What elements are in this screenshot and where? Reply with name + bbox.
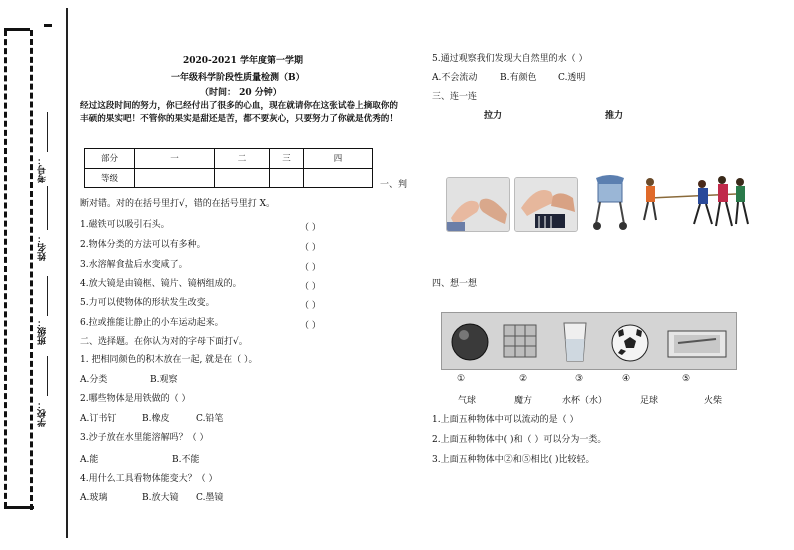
number-blank — [47, 112, 48, 152]
section4-heading: 四、想一想 — [432, 279, 478, 289]
object-name: 足球 — [640, 396, 659, 406]
answer-paren: （ ） — [300, 282, 321, 292]
object-name: 火柴 — [704, 396, 723, 406]
object-number: ② — [519, 374, 528, 384]
score-table — [84, 148, 373, 188]
choice-option: B.橡皮 — [142, 414, 170, 424]
object-number: ④ — [622, 374, 631, 384]
choice-question: 3.沙子放在水里能溶解吗？（ ） — [80, 433, 209, 443]
hands-push-photo — [514, 177, 578, 232]
think-question: 3.上面五种物体中②和⑤相比( )比较轻。 — [432, 455, 595, 465]
choice-question: 4.用什么工具看物体能变大？（ ） — [80, 474, 218, 484]
time-line: （时间： 20 分钟） — [200, 88, 282, 98]
judge-item: 1.磁铁可以吸引石头。 — [80, 220, 170, 230]
section3-heading: 三、连一连 — [432, 92, 478, 102]
intro-paragraph: 经过这段时间的努力，你已经付出了很多的心血，现在就请你在这张试卷上摘取你的丰硕的果实吧！不管你的果实是甜还是苦，都不要灰心，只要努力了你就是优秀的！ — [80, 101, 398, 124]
year-line: 2020-2021 学年度第一学期 — [183, 56, 303, 66]
choice-question: 1. 把相同颜色的积木放在一起, 就是在（ ）。 — [80, 355, 258, 365]
judge-item: 4.放大镜是由镜框、镜片、镜柄组成的。 — [80, 279, 242, 289]
score-cell — [215, 168, 270, 188]
name-blank — [47, 186, 48, 230]
hands-pull-photo — [446, 177, 510, 232]
score-cell: 部分 — [85, 149, 135, 169]
section1-heading: 断对错。对的在括号里打√，错的在括号里打 X。 — [80, 199, 276, 209]
choice-option: A.订书钉 — [80, 414, 117, 424]
object-name: 气球 — [458, 396, 477, 406]
answer-paren: （ ） — [300, 301, 321, 311]
class-blank — [47, 276, 48, 316]
choice-option: B.观察 — [150, 375, 178, 385]
object-name: 魔方 — [514, 396, 533, 406]
score-cell: 三 — [270, 149, 304, 169]
stroller-image — [592, 174, 630, 232]
score-cell — [270, 168, 304, 188]
think-question: 2.上面五种物体中( )和（ ）可以分为一类。 — [432, 435, 607, 445]
think-question: 1.上面五种物体中可以流动的是（ ） — [432, 415, 579, 425]
binding-dash-left — [4, 30, 7, 508]
choice-option: A.玻璃 — [80, 493, 108, 503]
binding-line — [66, 8, 68, 538]
choice-question: 5.通过观察我们发现大自然里的水（ ） — [432, 54, 588, 64]
choice-option: A.能 — [80, 455, 99, 465]
exam-title: 一年级科学阶段性质量检测（B） — [171, 73, 305, 83]
football-object — [612, 325, 648, 361]
object-number: ① — [457, 374, 466, 384]
score-cell — [135, 168, 215, 188]
judge-item: 5.力可以使物体的形状发生改变。 — [80, 298, 215, 308]
choice-option: A.分类 — [80, 375, 108, 385]
name-label: 姓名： — [38, 234, 48, 261]
tug-of-war-image — [636, 170, 754, 236]
pull-label: 拉力 — [484, 111, 503, 121]
push-label: 推力 — [605, 111, 624, 121]
choice-option: B.不能 — [172, 455, 200, 465]
score-cell: 四 — [304, 149, 373, 169]
choice-question: 2.哪些物体是用铁做的（ ） — [80, 394, 191, 404]
balloon-object — [452, 324, 488, 360]
object-number: ⑤ — [682, 374, 691, 384]
answer-paren: （ ） — [300, 243, 321, 253]
section2-heading: 二、选择题。在你认为对的字母下面打√。 — [80, 337, 248, 347]
choice-option: C.透明 — [558, 73, 586, 83]
score-cell: 一 — [135, 149, 215, 169]
answer-paren: （ ） — [300, 321, 321, 331]
choice-option: B.有颜色 — [500, 73, 537, 83]
section1-heading-tail: 一、判 — [380, 180, 408, 190]
score-cell: 二 — [215, 149, 270, 169]
choice-option: A.不会流动 — [432, 73, 478, 83]
object-name: 水杯（水） — [562, 396, 608, 406]
choice-option: C.铅笔 — [196, 414, 224, 424]
binding-dash-inner — [30, 30, 33, 510]
rubiks-cube-object — [504, 325, 536, 357]
class-label: 班级： — [38, 318, 48, 345]
matchbox-object — [668, 331, 726, 357]
judge-item: 6.拉或推能让静止的小车运动起来。 — [80, 318, 224, 328]
judge-item: 3.水溶解食盐后水变咸了。 — [80, 260, 188, 270]
school-label: 学校： — [38, 400, 48, 427]
school-blank — [47, 356, 48, 396]
binding-corner-top — [4, 28, 30, 31]
binding-dot — [44, 24, 52, 27]
objects-photo-strip — [441, 312, 737, 370]
score-cell — [304, 168, 373, 188]
number-label: 考号： — [38, 156, 48, 183]
choice-option: B.放大镜 — [142, 493, 179, 503]
choice-option: C.墨镜 — [196, 493, 224, 503]
answer-paren: （ ） — [300, 223, 321, 233]
judge-item: 2.物体分类的方法可以有多种。 — [80, 240, 206, 250]
object-number: ③ — [575, 374, 584, 384]
water-glass-object — [564, 323, 586, 361]
score-cell: 等级 — [85, 168, 135, 188]
answer-paren: （ ） — [300, 263, 321, 273]
